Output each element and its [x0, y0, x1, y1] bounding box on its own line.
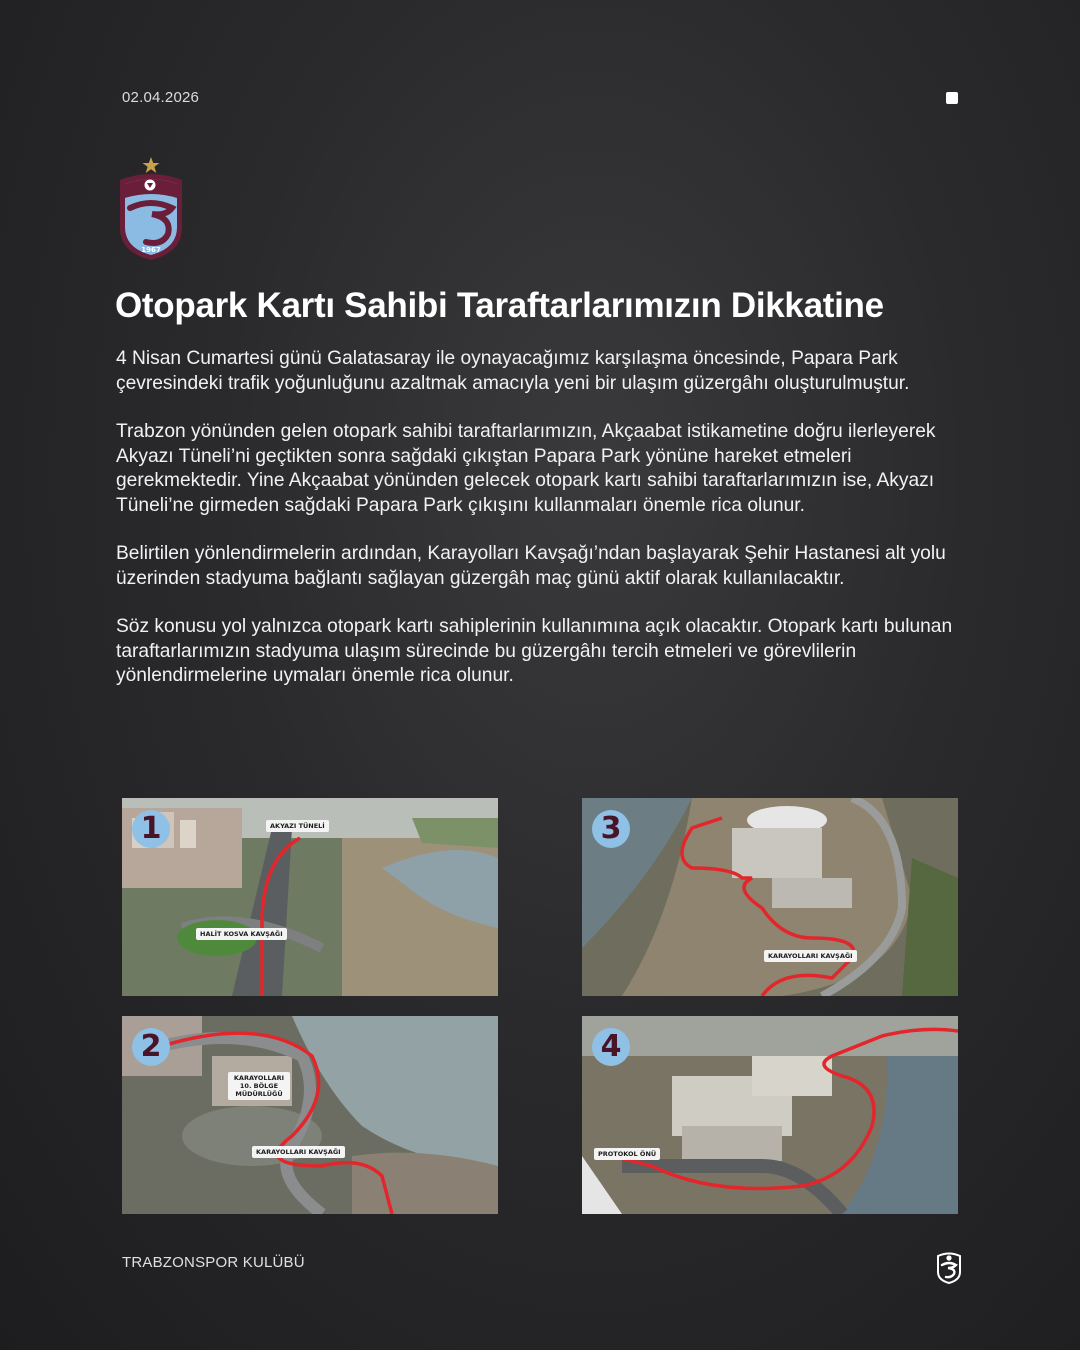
paragraph: 4 Nisan Cumartesi günü Galatasaray ile oynayacağımız karşılaşma öncesinde, Papara Park çevresindeki trafik yoğunluğunu azaltmak amacıyla yeni bir ulaşım güzergâhı oluşturulmuştur.	[116, 348, 910, 394]
page-title: Otopark Kartı Sahibi Taraftarlarımızın Dikkatine	[115, 286, 884, 325]
photo-number-badge: 3	[592, 810, 630, 848]
crest-year: 1967	[141, 246, 161, 254]
photo-label: KARAYOLLARI KAVŞAĞI	[252, 1146, 345, 1158]
route-photo-3	[582, 798, 958, 996]
trabzonspor-crest-icon	[116, 154, 186, 264]
photo-label: KARAYOLLARI KAVŞAĞI	[764, 950, 857, 962]
photo-number-badge: 2	[132, 1028, 170, 1066]
post-date: 02.04.2026	[122, 89, 200, 106]
route-photo-1	[122, 798, 498, 996]
photo-label: HALİT KOSVA KAVŞAĞI	[196, 928, 287, 940]
photo-number-badge: 4	[592, 1028, 630, 1066]
photo-label: PROTOKOL ÖNÜ	[594, 1148, 660, 1160]
footer-club-name: TRABZONSPOR KULÜBÜ	[122, 1254, 305, 1271]
announcement-body	[116, 347, 966, 713]
paragraph: Trabzon yönünden gelen otopark sahibi taraftarlarımızın, Akçaabat istikametine doğru ilerleyerek Akyazı Tüneli’ni geçtikten sonra sağdaki çıkıştan Papara Park yönüne hareket etmeleri gerekmektedir. Yine Akçaabat yönünden gelecek otopark kartı sahibi taraftarlarımızın ise, Akyazı Tüneli’ne girmeden sağdaki Papara Park çıkışını kullanmaları önemle rica olunur.	[116, 421, 936, 516]
route-photo-4	[582, 1016, 958, 1214]
square-icon	[946, 92, 958, 104]
route-photo-2	[122, 1016, 498, 1214]
paragraph: Belirtilen yönlendirmelerin ardından, Karayolları Kavşağı’ndan başlayarak Şehir Hastanesi alt yolu üzerinden stadyuma bağlantı sağlayan güzergâh maç günü aktif olarak kullanılacaktır.	[116, 543, 946, 589]
paragraph: Söz konusu yol yalnızca otopark kartı sahiplerinin kullanımına açık olacaktır. Otopark kartı bulunan taraftarlarımızın stadyuma ulaşım sürecinde bu güzergâhı tercih etmeleri ve görevlilerin yönlendirmelerine uymaları önemle rica olunur.	[116, 616, 953, 686]
photo-label: AKYAZI TÜNELİ	[266, 820, 329, 832]
trabzonspor-mark-icon	[936, 1250, 962, 1284]
photo-number-badge: 1	[132, 810, 170, 848]
photo-label: KARAYOLLARI 10. BÖLGE MÜDÜRLÜĞÜ	[228, 1072, 290, 1100]
